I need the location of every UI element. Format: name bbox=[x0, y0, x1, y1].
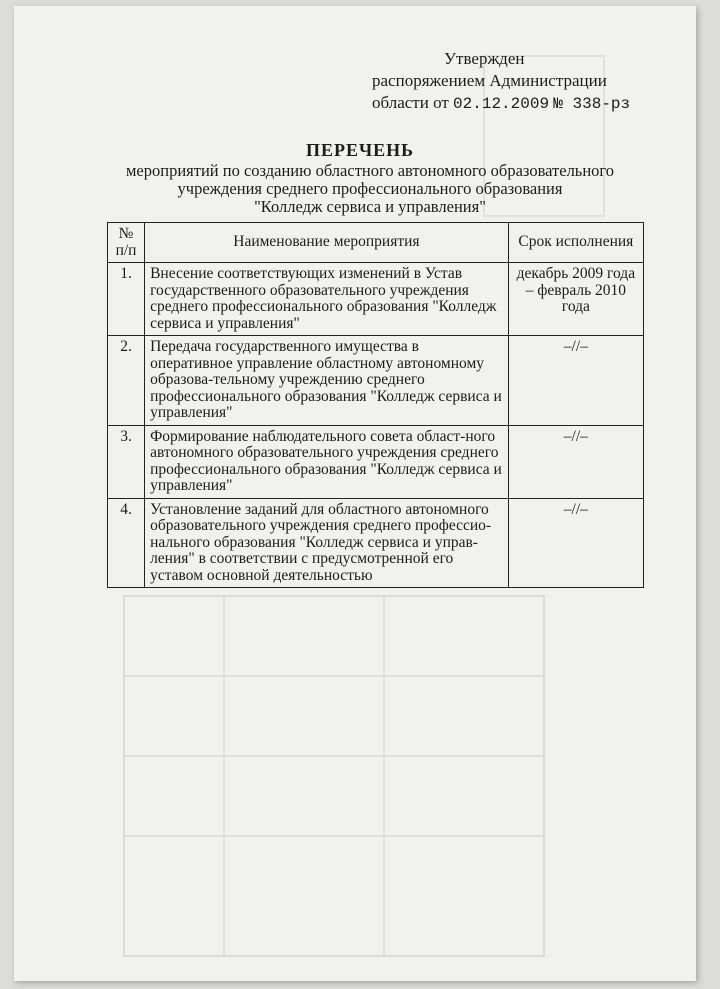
row-name: Внесение соответствующих изменений в Устав государственного образовательного учреждения среднего профессионального образования "Колледж сервиса и управления" bbox=[145, 263, 509, 336]
approval-line1: Утвержден bbox=[444, 49, 525, 68]
row-name: Установление заданий для областного автономного образовательного учреждения среднего профессио-нального образования "Колледж сервиса и управ-ления" в соответствии с предусмотренной его уставом основной деятельностью bbox=[145, 498, 509, 588]
subtitle-line: учреждения среднего профессионального образования bbox=[177, 179, 563, 198]
row-name: Формирование наблюдательного совета област-ного автономного образовательного учреждения среднего профессионального образования "Колледж сервиса и управления" bbox=[145, 425, 509, 498]
row-num: 4. bbox=[108, 498, 145, 588]
table-row bbox=[108, 425, 644, 498]
header-term: Срок исполнения bbox=[508, 223, 643, 263]
header-num: № п/п bbox=[108, 223, 145, 263]
subtitle-line: "Колледж сервиса и управления" bbox=[254, 197, 486, 216]
table-row bbox=[108, 498, 644, 588]
row-term: –//– bbox=[508, 425, 643, 498]
approval-line2: распоряжением Администрации bbox=[372, 71, 607, 90]
subtitle-line: мероприятий по созданию областного автономного образовательного bbox=[125, 161, 615, 180]
header-name: Наименование мероприятия bbox=[145, 223, 509, 263]
approval-prefix: области от bbox=[372, 93, 449, 112]
activities-table bbox=[107, 222, 644, 588]
table-row bbox=[108, 263, 644, 336]
table-header-row bbox=[108, 223, 644, 263]
row-term: декабрь 2009 года – февраль 2010 года bbox=[508, 263, 643, 336]
table-row bbox=[108, 336, 644, 426]
document-subtitle bbox=[60, 162, 680, 216]
document-title: ПЕРЕЧЕНЬ bbox=[305, 140, 415, 160]
approval-line3 bbox=[372, 92, 672, 115]
row-num: 3. bbox=[108, 425, 145, 498]
row-term: –//– bbox=[508, 336, 643, 426]
approval-date: 02.12.2009 bbox=[453, 95, 550, 113]
row-num: 1. bbox=[108, 263, 145, 336]
row-term: –//– bbox=[508, 498, 643, 588]
approval-stamp bbox=[372, 48, 672, 115]
approval-number: № 338-рз bbox=[553, 95, 631, 113]
row-num: 2. bbox=[108, 336, 145, 426]
row-name: Передача государственного имущества в оперативное управление областному автономному образова-тельному учреждению среднего профессионального образования "Колледж сервиса и управления" bbox=[145, 336, 509, 426]
